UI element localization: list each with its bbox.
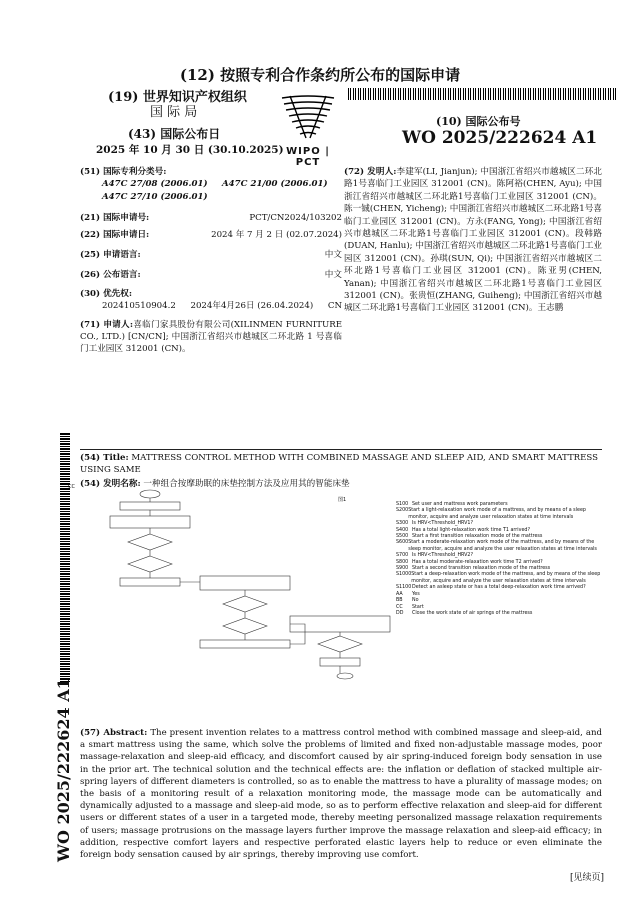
continued-page-note: [见续页] xyxy=(569,873,604,883)
filing-date: 2024 年 7 月 2 日 (02.07.2024) xyxy=(211,229,342,240)
legend-row: S600 Start a moderate-relaxation work mode of the mattress, and by means of the sleep monitor, acquire and analyze the user relaxation states at time intervals xyxy=(396,540,597,552)
title-english-block xyxy=(80,452,602,477)
legend-row: CC Start xyxy=(396,604,424,610)
abstract-label: (57) Abstract: xyxy=(80,728,148,738)
legend-row: BB No xyxy=(396,598,419,604)
wipo-logo xyxy=(276,92,340,168)
legend-row: S100 Set user and mattress work parameters xyxy=(396,502,508,507)
priority-number: 202410510904.2 xyxy=(102,301,176,312)
figure-label: CC xyxy=(68,484,75,490)
application-number: PCT/CN2024/103202 xyxy=(249,213,342,224)
organization-name: (19) 世界知识产权组织 xyxy=(108,90,247,105)
side-barcode-icon xyxy=(60,432,70,682)
ipc-code: A47C 27/10 (2006.01) xyxy=(102,191,208,202)
applicant-label: (71) 申请人: xyxy=(80,319,134,330)
legend-row: S300 Is HRV<Threshold_HRV1? xyxy=(396,521,474,527)
publication-date: 2025 年 10 月 30 日 (30.10.2025) xyxy=(96,144,284,156)
filing-date-label: (22) 国际申请日: xyxy=(80,229,150,240)
inventors-label: (72) 发明人: xyxy=(344,167,397,177)
priority-date: 2024年4月26日 (26.04.2024) xyxy=(190,301,314,312)
legend-row: S800 Has a total moderate-relaxation work time T2 arrived? xyxy=(396,559,543,565)
wipo-pct-text: WIPO | PCT xyxy=(286,146,330,168)
organization-bureau: 国 际 局 xyxy=(150,105,198,120)
legend-row: S1100 Detect an asleep state or has a total deep-relaxation work time arrived? xyxy=(396,585,586,591)
publication-language: 中文 xyxy=(324,270,342,281)
ipc-label: (51) 国际专利分类号: xyxy=(80,167,167,177)
wipo-emblem-icon xyxy=(276,92,340,142)
legend-row: S1000 Start a deep-relaxation work mode of the mattress, and by means of the sleep monitor, acquire and analyze the user relaxation states at time intervals xyxy=(396,572,601,584)
filing-language-label: (25) 申请语言: xyxy=(80,250,141,261)
inventors-block xyxy=(344,166,602,315)
side-publication-number: WO 2025/222624 A1 xyxy=(54,678,73,862)
filing-language: 中文 xyxy=(324,250,342,261)
title-en: MATTRESS CONTROL METHOD WITH COMBINED MASSAGE AND SLEEP AID, AND SMART MATTRESS USING SAME xyxy=(80,453,599,476)
application-number-label: (21) 国际申请号: xyxy=(80,213,150,224)
legend-row: DD Close the work state of air springs of the mattress xyxy=(396,610,533,616)
legend-row: S500 Start a first transition relaxation mode of the mattress xyxy=(396,534,543,540)
legend-row: S900 Start a second transition relaxation mode of the mattress xyxy=(396,566,551,572)
legend-row: S700 Is HRV<Threshold_HRV2? xyxy=(396,553,474,559)
applicant-text: 喜临门家具股份有限公司(XILINMEN FURNITURE CO., LTD.) [CN/CN]; 中国浙江省绍兴市越城区二环北路 1 号喜临门工业园区 312001 (CN)。 xyxy=(80,319,342,355)
ipc-code: A47C 21/00 (2006.01) xyxy=(222,179,328,190)
barcode-icon xyxy=(348,88,616,100)
ipc-code: A47C 27/08 (2006.01) xyxy=(102,179,208,190)
document-title: (12) 按照专利合作条约所公布的国际申请 xyxy=(179,66,461,84)
abstract-block xyxy=(80,727,602,861)
publication-number: WO 2025/222624 A1 xyxy=(402,128,598,148)
title-en-label: (54) Title: xyxy=(80,453,129,463)
priority-label: (30) 优先权: xyxy=(80,288,133,299)
figure-legend xyxy=(396,502,606,617)
title-zh: 一种组合按摩助眠的床垫控制方法及应用其的智能床垫 xyxy=(143,479,350,489)
legend-row: AA Yes xyxy=(396,591,420,597)
section-divider xyxy=(80,449,602,450)
figure-number: 图1 xyxy=(338,497,347,503)
legend-row: S200 Start a light-relaxation work mode of a mattress, and by means of a sleep monitor, acquire and analyze user relaxation states at time intervals xyxy=(396,508,586,520)
inventors-text: 李建军(LI, Jianjun); 中国浙江省绍兴市越城区二环北路1号喜临门工业园区 312001 (CN)。陈阿裕(CHEN, Ayu); 中国浙江省绍兴市越城区二环北路1号喜临门工业园区 312001 (CN)。陈一铖(CHEN, Yicheng); 中国浙江省绍兴市越城区二环北路1号喜临门工业园区 312001 (CN)。方永(FANG, Yong); 中国浙江省绍兴市越城区二环北路1号喜临门工业园区 312001 (CN)。段韩路(DUAN, Hanlu); 中国浙江省绍兴市越城区二环北路1号喜临门工业园区 312001 (CN)。孙琪(SUN, Qi); 中国浙江省绍兴市越城区二环北路1号喜临门工业园区 312001 (CN)。陈亚男(CHEN, Yanan); 中国浙江省绍兴市越城区二环北路1号喜临门工业园区 312001 (CN)。张贵恒(ZHANG, Guiheng); 中国浙江省绍兴市越城区二环北路1号喜临门工业园区 312001 (CN)。王志鹏 xyxy=(344,167,602,314)
publication-date-label: (43) 国际公布日 xyxy=(128,127,221,141)
bibliographic-left-column xyxy=(80,166,342,356)
abstract-text: The present invention relates to a mattress control method with combined massage and sleep-aid, and a smart mattress using the same, which solve the problems of limited and fixed non-adjustable massage modes, poor massage-relaxation and sleep-aid efficacy, and discomfort caused by air spring-induced foreign body sensation in use in the prior art. The technical solution and the technical effects are: the inflation or deflation of stacked multiple air-spring layers of different diameters is controlled, so as to enable the mattress to have a plurality of massage modes; on the basis of a monitoring result of a relaxation monitoring mode, the massage mode can be automatically and dynamically adjusted to a massage and sleep-aid mode, so as to perform effective relaxation and sleep-aid for different users or different states of a user in a targeted mode, thereby meeting personalized massage relaxation requirements of users; massage protrusions on the massage layers further improve the massage relaxation and sleep-aid efficacy; in addition, respective comfort layers and respective perforated elastic layers help to reduce or even eliminate the foreign body sensation caused by air springs, thereby improving use comfort. xyxy=(80,728,602,861)
publication-language-label: (26) 公布语言: xyxy=(80,270,141,281)
publication-number-label: (10) 国际公布号 xyxy=(436,115,521,128)
legend-row: S400 Has a total light-relaxation work time T1 arrived? xyxy=(396,527,530,533)
title-zh-label: (54) 发明名称: xyxy=(80,479,141,489)
priority-country: CN xyxy=(327,301,342,312)
